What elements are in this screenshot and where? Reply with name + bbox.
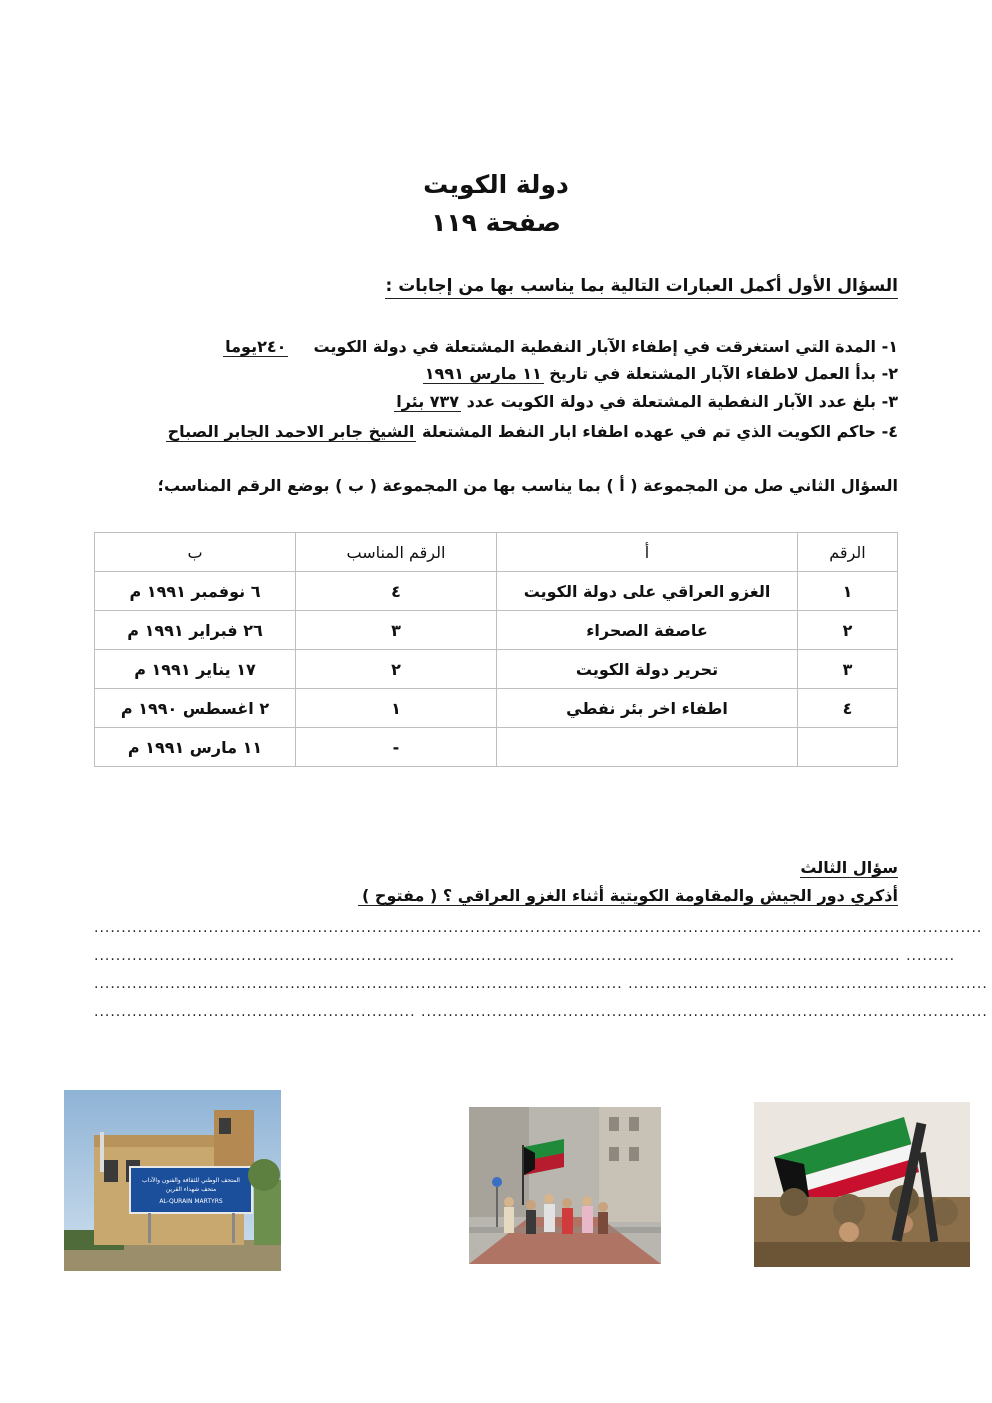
cell-match: ٢: [296, 650, 497, 689]
question-3-heading: سؤال الثالث: [800, 858, 898, 877]
cell-match: ٣: [296, 611, 497, 650]
cell-a: تحرير دولة الكويت: [497, 650, 798, 689]
answer-line[interactable]: .................................................................................................................................................... .........: [94, 948, 956, 964]
table-row: [95, 650, 898, 689]
answer-line[interactable]: ................................................................................................. ..................................................................: [94, 976, 988, 992]
answer-line[interactable]: ...................................................................................................................................................................: [94, 920, 983, 936]
cell-number: ٤: [798, 689, 898, 728]
q1-item-2: [423, 360, 898, 388]
table-row: [95, 611, 898, 650]
cell-b: ٢ اغسطس ١٩٩٠ م: [95, 689, 296, 728]
cell-a: اطفاء اخر بئر نفطي: [497, 689, 798, 728]
question-2-heading: السؤال الثاني صل من المجموعة ( أ ) بما يناسب بها من المجموعة ( ب ) بوضع الرقم المناسب؛: [157, 476, 898, 495]
column-header-match: الرقم المناسب: [296, 533, 497, 572]
question-1-heading: السؤال الأول أكمل العبارات التالية بما يناسب بها من إجابات :: [385, 276, 898, 299]
cell-b: ٦ نوفمبر ١٩٩١ م: [95, 572, 296, 611]
q1-item-4: [166, 418, 898, 446]
cell-number: ١: [798, 572, 898, 611]
celebration-illustration: [469, 1107, 661, 1264]
cell-match: -: [296, 728, 497, 767]
table-row: [95, 689, 898, 728]
cell-number: [798, 728, 898, 767]
museum-sign-text-en: AL-QURAIN MARTYRS: [159, 1198, 223, 1205]
q1-item-1: [223, 333, 898, 361]
q1-item-answer: ٢٤٠يوما: [225, 337, 287, 356]
cell-number: ٣: [798, 650, 898, 689]
cell-b: ١١ مارس ١٩٩١ م: [95, 728, 296, 767]
q1-item-text: ٤- حاكم الكويت الذي تم في عهده اطفاء ابار النفط المشتعلة: [421, 422, 898, 441]
soldiers-flag-photo: [754, 1102, 970, 1267]
table-row: [95, 728, 898, 767]
answer-line[interactable]: ........................................................... ........................................................................................................: [94, 1004, 988, 1020]
cell-number: ٢: [798, 611, 898, 650]
column-header-b: ب: [95, 533, 296, 572]
matching-table: [94, 532, 898, 767]
table-row: [95, 572, 898, 611]
table-header-row: [95, 533, 898, 572]
cell-a: الغزو العراقي على دولة الكويت: [497, 572, 798, 611]
soldiers-illustration: [754, 1102, 970, 1267]
cell-a: عاصفة الصحراء: [497, 611, 798, 650]
page-title: دولة الكويت: [423, 170, 569, 199]
celebration-photo: [469, 1107, 661, 1264]
cell-b: ٢٦ فبراير ١٩٩١ م: [95, 611, 296, 650]
q1-item-text: ٢- بدأ العمل لاطفاء الآبار المشتعلة في تاريخ: [549, 364, 898, 383]
column-header-a: أ: [497, 533, 798, 572]
museum-photo: [64, 1090, 281, 1271]
cell-match: ١: [296, 689, 497, 728]
q1-item-answer: ١١ مارس ١٩٩١: [424, 364, 542, 383]
cell-a: [497, 728, 798, 767]
cell-match: ٤: [296, 572, 497, 611]
q1-item-answer: ٧٣٧ بئرا: [396, 392, 460, 411]
page-number: صفحة ١١٩: [431, 208, 561, 237]
column-header-number: الرقم: [798, 533, 898, 572]
q1-item-3: [394, 388, 898, 416]
q1-item-answer: الشيخ جابر الاحمد الجابر الصباح: [167, 422, 415, 441]
cell-b: ١٧ يناير ١٩٩١ م: [95, 650, 296, 689]
question-3-text: أذكري دور الجيش والمقاومة الكويتية أثناء الغزو العراقي ؟ ( مفتوح ): [358, 886, 898, 906]
museum-sign-text-ar: المتحف الوطني للثقافة والفنون والآداب متحف شهداء القرين: [142, 1177, 240, 1193]
q1-item-text: ١- المدة التي استغرقت في إطفاء الآبار النفطية المشتعلة في دولة الكويت: [313, 337, 898, 356]
q1-item-text: ٣- بلغ عدد الآبار النفطية المشتعلة في دولة الكويت عدد: [466, 392, 898, 411]
